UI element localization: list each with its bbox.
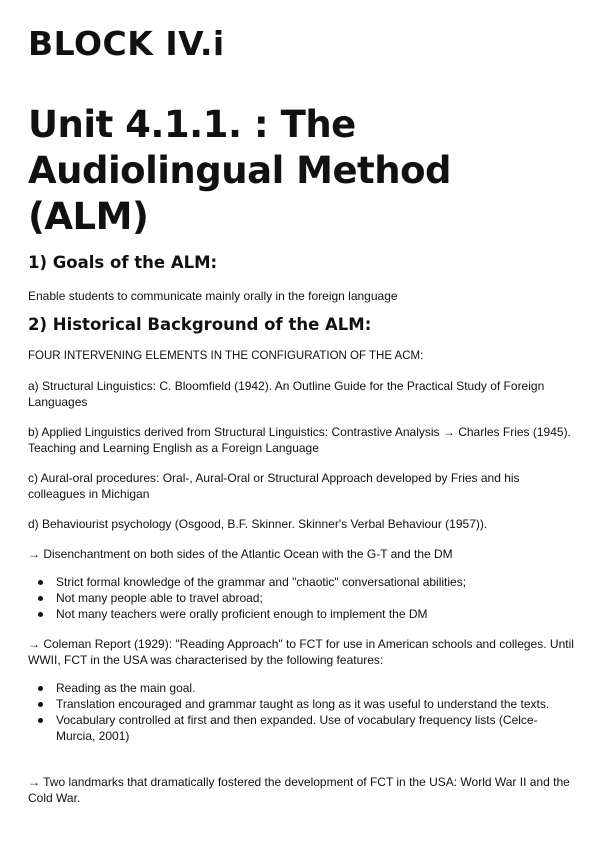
element-b: b) Applied Linguistics derived from Structural Linguistics: Contrastive Analysis → Charles Fries (1945). Teaching and Learning English as a Foreign Language	[28, 425, 571, 455]
element-d: d) Behaviourist psychology (Osgood, B.F. Skinner. Skinner's Verbal Behaviour (1957)).	[28, 517, 488, 531]
element-c: c) Aural-oral procedures: Oral-, Aural-Oral or Structural Approach developed by Fries and his colleagues in Michigan	[28, 471, 520, 501]
section-goals-heading: 1) Goals of the ALM:	[28, 253, 218, 272]
features-list	[28, 680, 574, 744]
list-item: Reading as the main goal.	[56, 680, 574, 696]
element-a: a) Structural Linguistics: C. Bloomfield (1942). An Outline Guide for the Practical Study of Foreign Languages	[28, 379, 545, 409]
list-item: Not many teachers were orally proficient enough to implement the DM	[56, 606, 574, 622]
list-item: Strict formal knowledge of the grammar and "chaotic" conversational abilities;	[56, 574, 574, 590]
disenchantment-text: → Disenchantment on both sides of the Atlantic Ocean with the G-T and the DM	[28, 547, 453, 561]
disenchantment-list	[28, 574, 574, 622]
document-page	[28, 22, 574, 806]
intervening-elements-intro: FOUR INTERVENING ELEMENTS IN THE CONFIGURATION OF THE ACM:	[28, 350, 424, 362]
coleman-report-text: → Coleman Report (1929): "Reading Approach" to FCT for use in American schools and colleges. Until WWII, FCT in the USA was characterised by the following features:	[28, 637, 574, 667]
block-title: BLOCK IV.i	[28, 24, 225, 63]
list-item: Translation encouraged and grammar taught as long as it was useful to understand the texts.	[56, 696, 574, 712]
section-history-heading: 2) Historical Background of the ALM:	[28, 315, 372, 334]
list-item: Vocabulary controlled at first and then expanded. Use of vocabulary frequency lists (Celce-Murcia, 2001)	[56, 712, 574, 744]
landmarks-text: → Two landmarks that dramatically fostered the development of FCT in the USA: World War II and the Cold War.	[28, 775, 570, 805]
goals-text: Enable students to communicate mainly orally in the foreign language	[28, 289, 398, 303]
list-item: Not many people able to travel abroad;	[56, 590, 574, 606]
unit-title: Unit 4.1.1. : The Audiolingual Method (ALM)	[28, 103, 451, 238]
